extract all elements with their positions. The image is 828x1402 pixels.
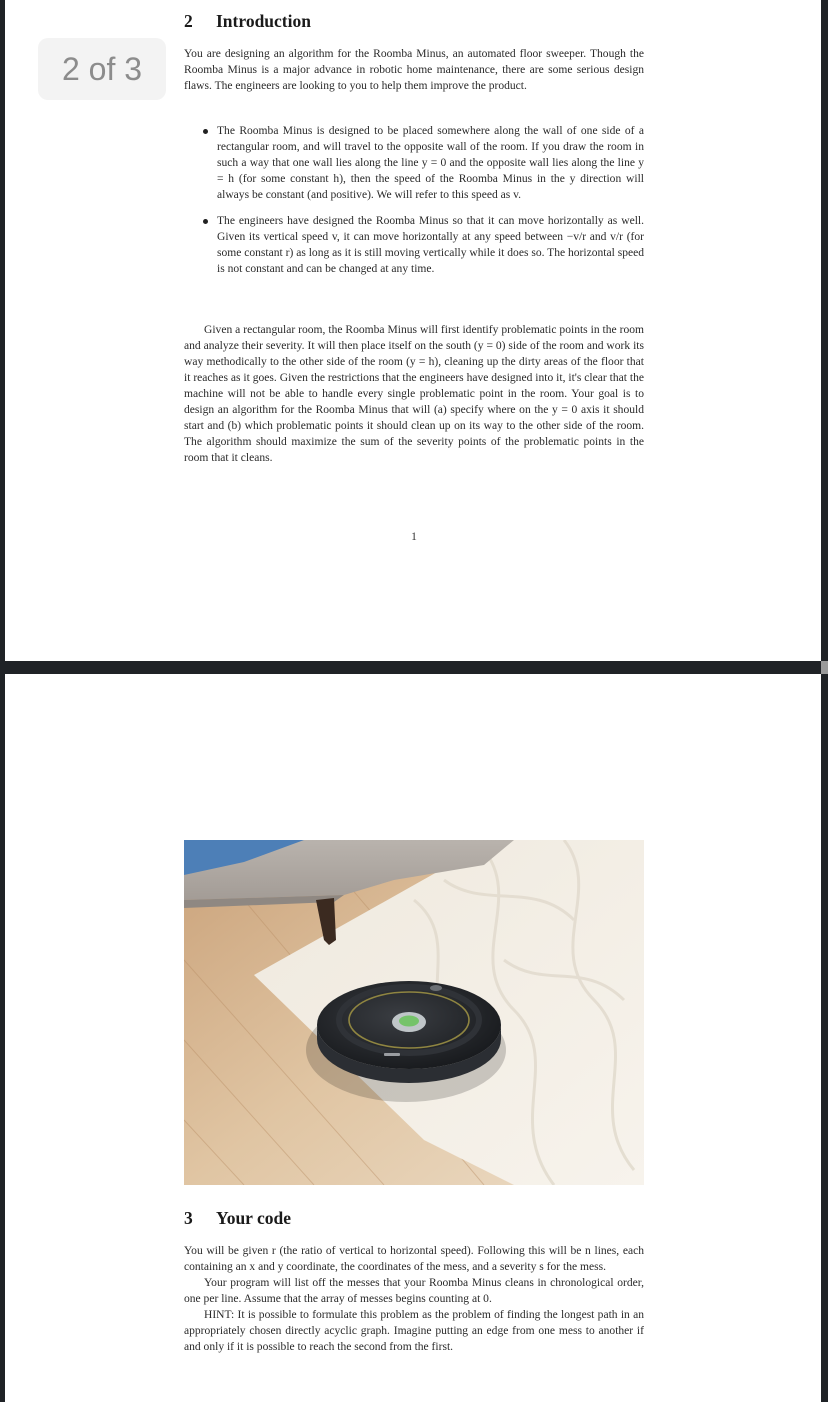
paragraph: You will be given r (the ratio of vertical to horizontal speed). Following this will be n lines, each containing an x and y coordinate, the coordinates of the mess, and a severity s for the mess. xyxy=(184,1245,644,1273)
body-paragraph: Given a rectangular room, the Roomba Minus will first identify problematic points in the room and analyze their severity. It will then place itself on the south (y = 0) side of the room and work its way methodically to the other side of the room (y = h), cleaning up the dirty areas of the floor that it reaches as it goes. Given the restrictions that the engineers have designed into it, it's clear that the machine will not be able to handle every single problematic point in the room. Your goal is to design an algorithm for the Roomba Minus that will (a) specify where on the y = 0 axis it should start and (b) which problematic points it should clean up on its way to the other side of the room. The algorithm should maximize the sum of the severity points of the problematic points in the room that it cleans. xyxy=(184,324,644,464)
bullet-icon xyxy=(203,129,208,134)
your-code-text xyxy=(184,1243,644,1355)
bullet-icon xyxy=(203,219,208,224)
list-item xyxy=(184,213,644,277)
scrollbar-thumb[interactable] xyxy=(821,661,828,674)
page-counter-badge: 2 of 3 xyxy=(38,38,166,100)
section-heading-introduction xyxy=(184,11,311,32)
list-item xyxy=(184,123,644,203)
section-heading-your-code xyxy=(184,1208,291,1229)
section-number: 3 xyxy=(184,1208,193,1228)
page-number: 1 xyxy=(411,531,417,543)
section-title: Introduction xyxy=(216,11,311,31)
hint-paragraph: HINT: It is possible to formulate this problem as the problem of finding the longest path in an appropriately chosen directly acyclic graph. Imagine putting an edge from one mess to another if and only if it is possible to reach the second from the first. xyxy=(184,1309,644,1353)
section-title: Your code xyxy=(216,1208,292,1228)
requirements-list xyxy=(184,123,644,277)
roomba-photo xyxy=(184,840,644,1185)
paragraph: Your program will list off the messes that your Roomba Minus cleans in chronological order, one per line. Assume that the array of messes begins counting at 0. xyxy=(184,1277,644,1305)
section-number: 2 xyxy=(184,11,193,31)
intro-paragraph: You are designing an algorithm for the Roomba Minus, an automated floor sweeper. Though the Roomba Minus is a major advance in robotic home maintenance, there are some serious design flaws. The engineers are looking to you to help them improve the product. xyxy=(184,48,644,92)
list-item-text: The engineers have designed the Roomba Minus so that it can move horizontally as well. Given its vertical speed v, it can move horizontally at any speed between −v/r and v/r (for some constant r) as long as it is still moving vertically while it does so. The horizontal speed is not constant and can be changed at any time. xyxy=(217,215,644,275)
list-item-text: The Roomba Minus is designed to be placed somewhere along the wall of one side of a rectangular room, and will travel to the opposite wall of the room. If you draw the room in such a way that one wall lies along the line y = 0 and the opposite wall lies along the line y = h (for some constant h), then the speed of the Roomba Minus in the y direction will always be constant (and positive). We will refer to this speed as v. xyxy=(217,125,644,201)
